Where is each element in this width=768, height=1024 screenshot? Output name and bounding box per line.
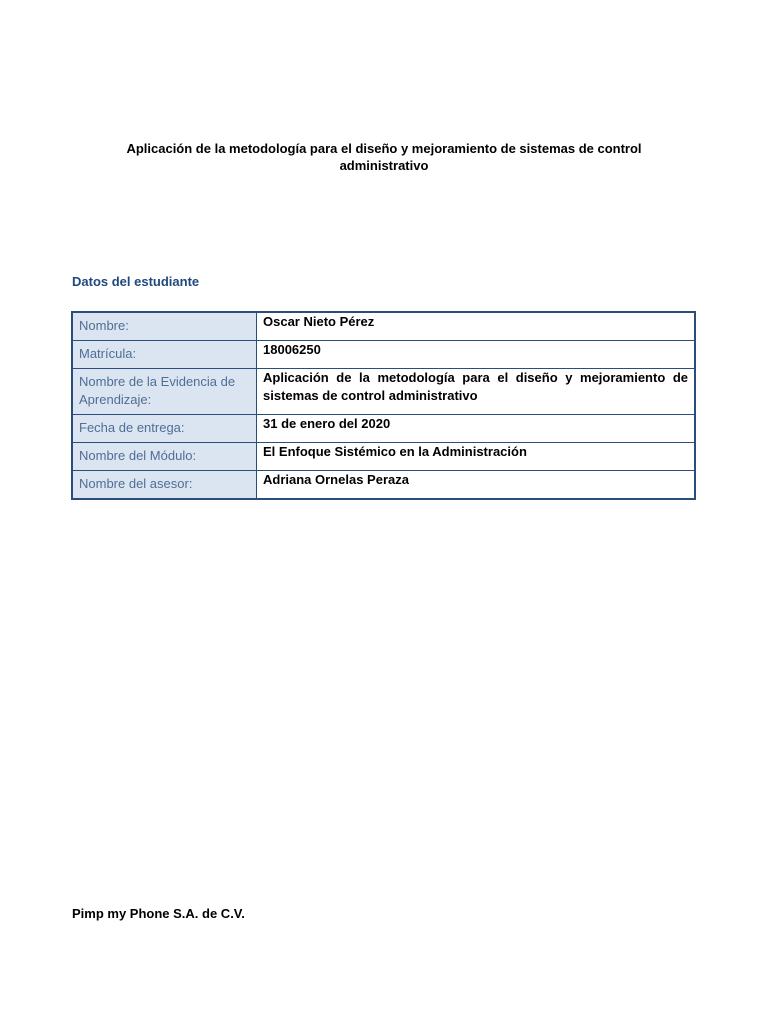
value-evidence: Aplicación de la metodología para el diseño y mejoramiento de sistemas de control administrativo [257, 369, 696, 415]
table-row-module [72, 443, 695, 471]
label-enrollment: Matrícula: [72, 341, 257, 369]
label-name: Nombre: [72, 312, 257, 341]
value-enrollment: 18006250 [257, 341, 696, 369]
label-module: Nombre del Módulo: [72, 443, 257, 471]
value-name: Oscar Nieto Pérez [257, 312, 696, 341]
table-row-advisor [72, 471, 695, 500]
table-row-name [72, 312, 695, 341]
section-heading-student-data: Datos del estudiante [72, 274, 200, 289]
label-advisor: Nombre del asesor: [72, 471, 257, 500]
label-evidence: Nombre de la Evidencia de Aprendizaje: [72, 369, 257, 415]
student-data-table [71, 311, 696, 500]
value-module: El Enfoque Sistémico en la Administración [257, 443, 696, 471]
value-advisor: Adriana Ornelas Peraza [257, 471, 696, 500]
footer-company-name: Pimp my Phone S.A. de C.V. [72, 906, 245, 921]
value-due-date: 31 de enero del 2020 [257, 415, 696, 443]
label-due-date: Fecha de entrega: [72, 415, 257, 443]
table-row-enrollment [72, 341, 695, 369]
document-title: Aplicación de la metodología para el diseño y mejoramiento de sistemas de control administrativo [126, 141, 642, 173]
table-row-evidence [72, 369, 695, 415]
table-row-due-date [72, 415, 695, 443]
